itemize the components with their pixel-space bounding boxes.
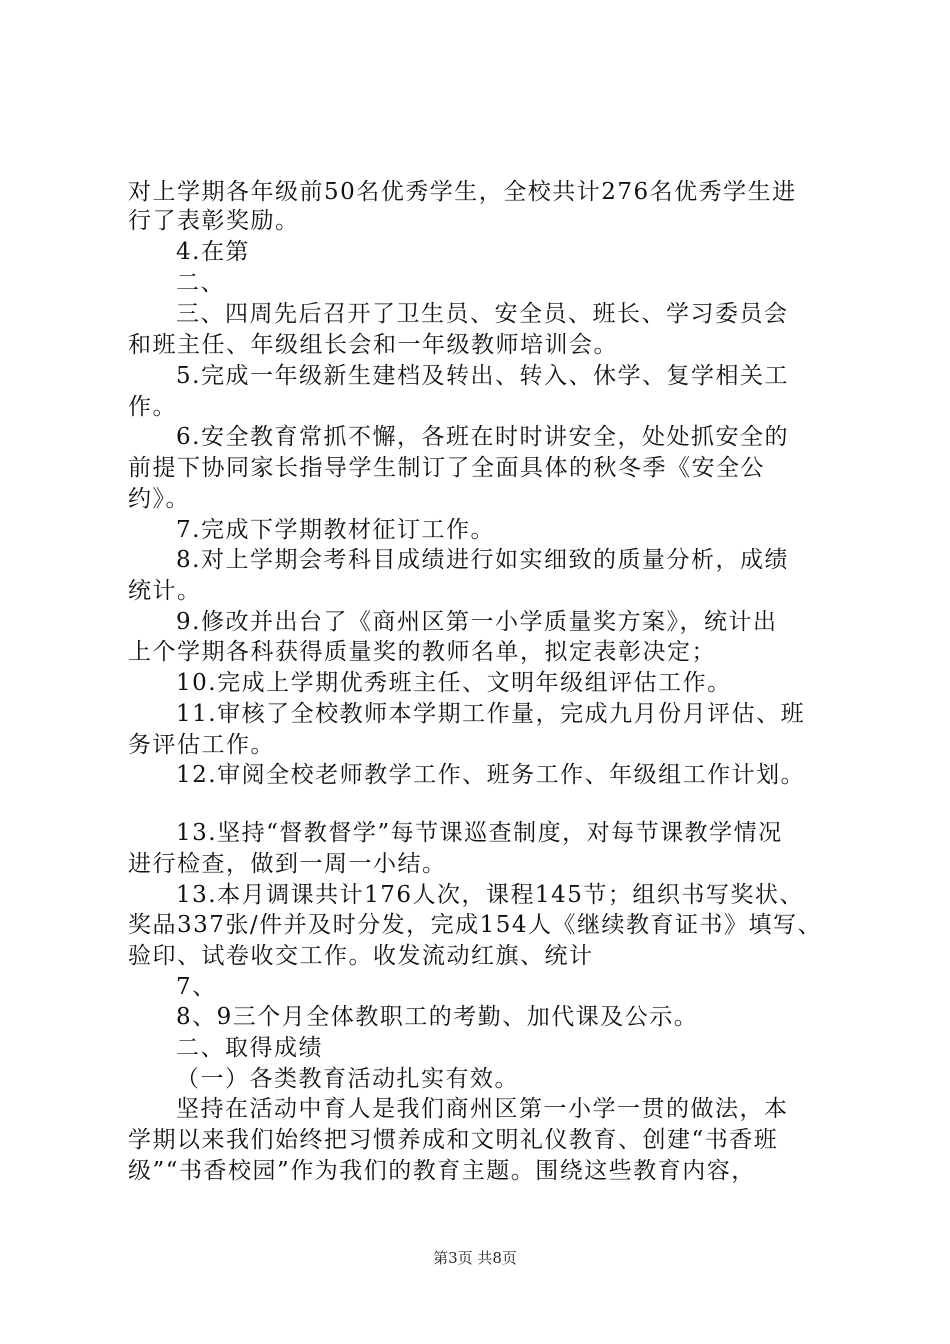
text-line: 务评估工作。	[128, 732, 275, 758]
text-line: 坚持在活动中育人是我们商州区第一小学一贯的做法，本	[176, 1096, 789, 1122]
text-line: 12.审阅全校老师教学工作、班务工作、年级组工作计划。	[176, 762, 806, 788]
text-line: 6.安全教育常抓不懈，各班在时时讲安全，处处抓安全的	[176, 424, 789, 450]
text-line: 对上学期各年级前50名优秀学生，全校共计276名优秀学生进	[128, 179, 797, 205]
text-line: 前提下协同家长指导学生制订了全面具体的秋冬季《安全公	[128, 455, 765, 481]
text-line: 验印、试卷收交工作。收发流动红旗、统计	[128, 943, 594, 969]
text-line: 8、9三个月全体教职工的考勤、加代课及公示。	[176, 1004, 699, 1030]
subsection-heading: （一）各类教育活动扎实有效。	[176, 1066, 519, 1092]
text-line: 8.对上学期会考科目成绩进行如实细致的质量分析，成绩	[176, 547, 789, 573]
text-line: 行了表彰奖励。	[128, 208, 300, 234]
text-line: 7.完成下学期教材征订工作。	[176, 517, 495, 543]
text-line: 13.本月调课共计176人次，课程145节；组织书写奖状、	[176, 882, 804, 908]
text-line: 学期以来我们始终把习惯养成和文明礼仪教育、创建“书香班	[128, 1127, 779, 1153]
text-line: 约》。	[128, 486, 190, 512]
text-line: 9.修改并出台了《商州区第一小学质量奖方案》，统计出	[176, 609, 778, 635]
text-line: 二、	[176, 270, 225, 296]
page-footer: 第3页 共8页	[433, 1249, 517, 1267]
text-line: 4.在第	[176, 239, 250, 265]
text-line: 进行检查，做到一周一小结。	[128, 851, 447, 877]
text-line: 上个学期各科获得质量奖的教师名单，拟定表彰决定；	[128, 639, 716, 665]
text-line: 三、四周先后召开了卫生员、安全员、班长、学习委员会	[176, 301, 789, 327]
text-line: 5.完成一年级新生建档及转出、转入、休学、复学相关工	[176, 363, 789, 389]
text-line: 和班主任、年级组长会和一年级教师培训会。	[128, 332, 618, 358]
text-line: 奖品337张/件并及时分发，完成154人《继续教育证书》填写、	[128, 912, 823, 938]
text-line: 作。	[128, 394, 177, 420]
text-line: 13.坚持“督教督学”每节课巡查制度，对每节课教学情况	[176, 820, 783, 846]
text-line: 7、	[176, 974, 217, 1000]
text-line: 级”“书香校园”作为我们的教育主题。围绕这些教育内容，	[128, 1158, 756, 1184]
section-heading: 二、取得成绩	[176, 1035, 323, 1061]
text-line: 10.完成上学期优秀班主任、文明年级组评估工作。	[176, 670, 732, 696]
text-line: 11.审核了全校教师本学期工作量，完成九月份月评估、班	[176, 701, 806, 727]
text-line: 统计。	[128, 578, 202, 604]
